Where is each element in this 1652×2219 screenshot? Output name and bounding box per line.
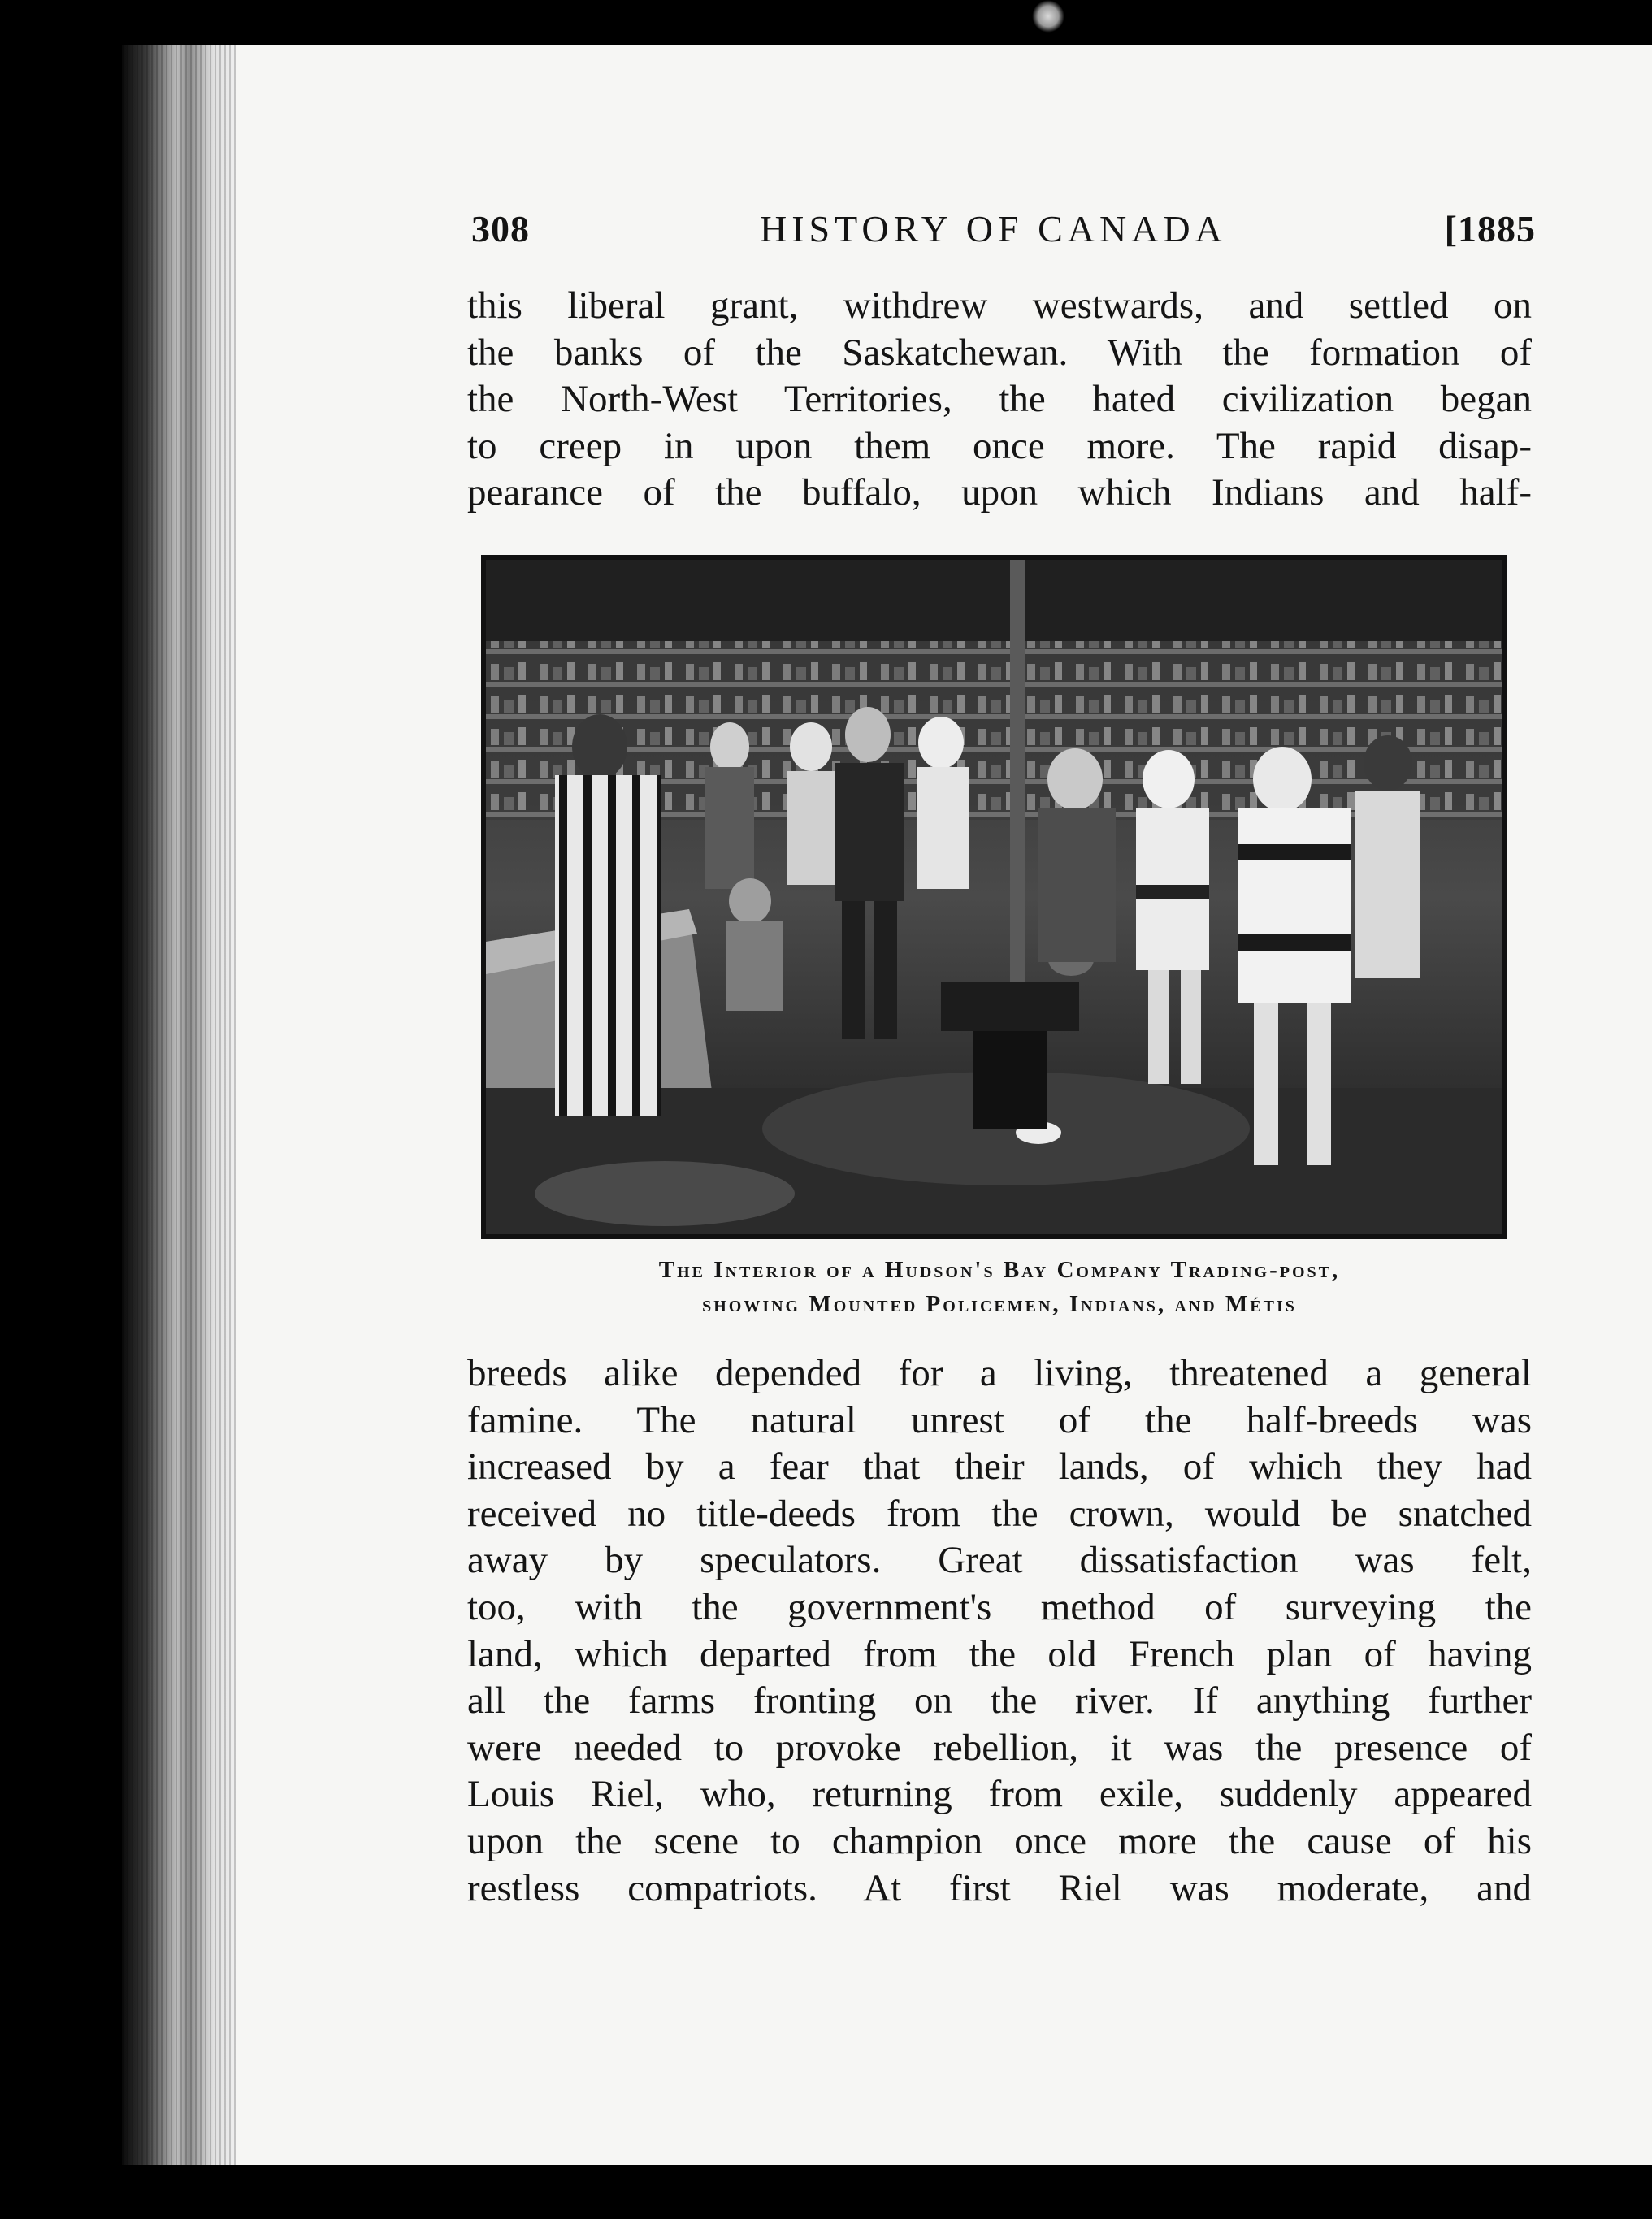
figure-caption	[467, 1253, 1532, 1321]
gutter-streaks	[122, 45, 244, 2165]
paragraph-bottom	[467, 1350, 1532, 1912]
running-header	[471, 207, 1536, 264]
text-line: pearance of the buffalo, upon which Indians and half-	[467, 471, 1532, 514]
text-line: famine. The natural unrest of the half-breeds was	[467, 1398, 1532, 1441]
scan-smudge	[1032, 0, 1064, 33]
caption-line: The Interior of a Hudson's Bay Company Trading-post,	[658, 1257, 1341, 1283]
text-line: restless compatriots. At first Riel was moderate, and	[467, 1866, 1532, 1909]
text-line: this liberal grant, withdrew westwards, and settled on	[467, 284, 1532, 327]
text-line: all the farms fronting on the river. If anything further	[467, 1679, 1532, 1723]
text-line: received no title-deeds from the crown, would be snatched	[467, 1492, 1532, 1535]
text-line: were needed to provoke rebellion, it was the presence of	[467, 1726, 1532, 1769]
text-line: land, which departed from the old French plan of having	[467, 1632, 1532, 1675]
text-line: the North-West Territories, the hated civilization began	[467, 378, 1532, 421]
text-line: increased by a fear that their lands, of which they had	[467, 1445, 1532, 1489]
caption-line: showing Mounted Policemen, Indians, and Métis	[702, 1291, 1297, 1317]
text-line: away by speculators. Great dissatisfaction was felt,	[467, 1539, 1532, 1582]
illustration-drawing	[486, 560, 1502, 1234]
running-title: HISTORY OF CANADA	[760, 208, 1227, 249]
text-line: the banks of the Saskatchewan. With the formation of	[467, 331, 1532, 374]
text-line: upon the scene to champion once more the cause of his	[467, 1819, 1532, 1862]
text-line: to creep in upon them once more. The rapid disap-	[467, 424, 1532, 467]
text-line: breeds alike depended for a living, threatened a general	[467, 1352, 1532, 1394]
trading-post-illustration	[481, 555, 1507, 1239]
header-year: [1885	[1444, 208, 1536, 249]
paragraph-top	[467, 283, 1532, 517]
page-number: 308	[471, 208, 530, 249]
text-line: Louis Riel, who, returning from exile, suddenly appeared	[467, 1773, 1532, 1816]
text-line: too, with the government's method of surveying the	[467, 1585, 1532, 1628]
